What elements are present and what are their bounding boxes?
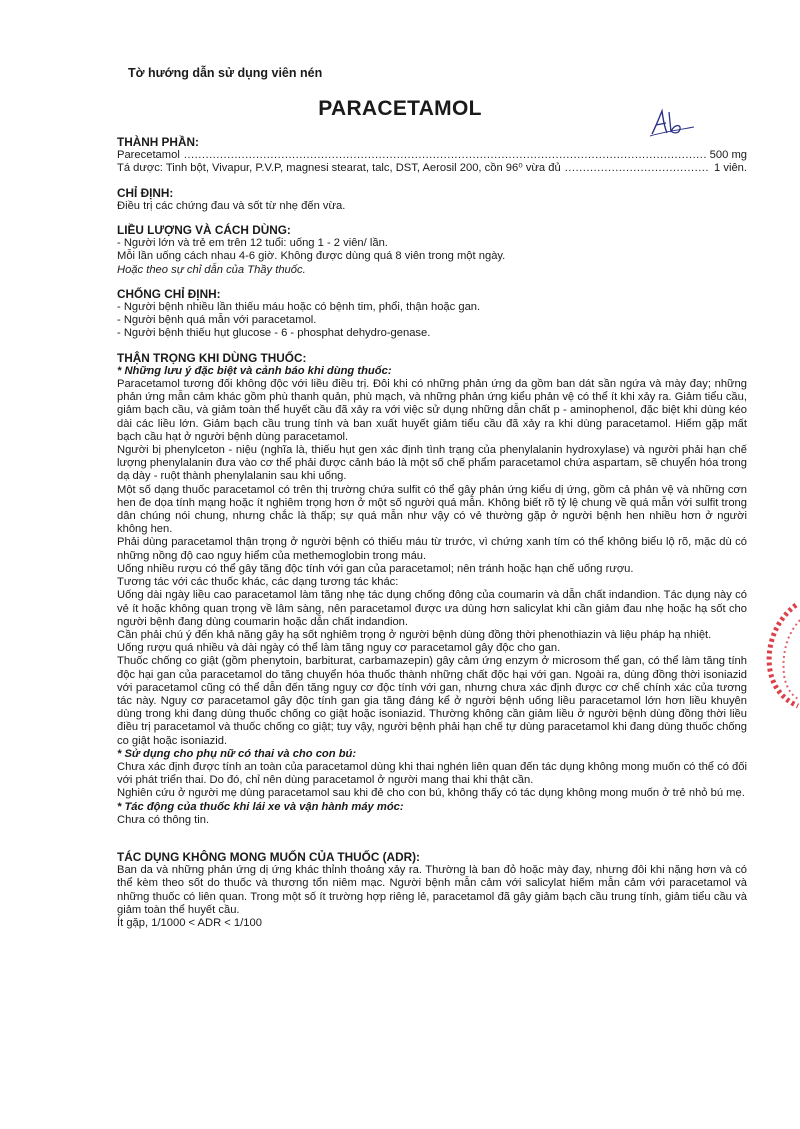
contraindication-section (117, 288, 747, 341)
adr-section (117, 851, 747, 930)
dot-leader (184, 149, 706, 162)
active-ingredient-name: Parecetamol (117, 149, 180, 162)
pregnancy-paragraph: Nghiên cứu ở người mẹ dùng paracetamol sau khi đẻ cho con bú, không thấy có tác dụng không mong muốn ở trẻ nhỏ bú mẹ. (117, 787, 745, 800)
dosage-section (117, 224, 747, 277)
driving-text: Chưa có thông tin. (117, 813, 210, 826)
indication-text: Điều trị các chứng đau và sốt từ nhẹ đến vừa. (117, 199, 346, 212)
warnings-subheading: * Những lưu ý đặc biệt và cảnh báo khi dùng thuốc: (117, 364, 392, 377)
indication-section (117, 187, 747, 213)
contraindication-item: - Người bệnh quá mẫn với paracetamol. (117, 314, 317, 327)
adr-text: Ban da và những phản ứng dị ứng khác thỉnh thoảng xảy ra. Thường là ban đỏ hoặc mày đay, nhưng đôi khi nặng hơn và có thể kèm theo sốt do thuốc và thương tổn niêm mạc. Người bệnh mẫn cảm với salicylat hiếm mẫn cảm với paracetamol và những thuốc có liên quan. Trong một số ít trường hợp riêng lẻ, paracetamol đã gây giảm bạch cầu trung tính, giảm tiểu cầu và giảm toàn thể huyết cầu. (117, 864, 747, 916)
contraindication-item: - Người bệnh thiếu hụt glucose - 6 - phosphat dehydro-genase. (117, 327, 431, 340)
precaution-paragraph: Phải dùng paracetamol thận trọng ở người bệnh có thiếu máu từ trước, vì chứng xanh tím có thể không biểu lộ rõ, mặc dù có những nồng độ cao nguy hiểm của methemoglobin trong máu. (117, 536, 747, 562)
excipient-amount: 1 viên. (714, 162, 747, 175)
dosage-heading: LIỀU LƯỢNG VÀ CÁCH DÙNG: (117, 223, 291, 238)
precautions-section (117, 352, 747, 827)
dot-leader (565, 162, 708, 175)
page-title: PARACETAMOL (318, 97, 482, 120)
adr-frequency: Ít gặp, 1/1000 < ADR < 1/100 (117, 916, 262, 929)
red-stamp-mark (756, 600, 800, 710)
active-ingredient-row (117, 149, 747, 162)
excipient-row (117, 162, 747, 175)
driving-subheading: * Tác động của thuốc khi lái xe và vận hành máy móc: (117, 800, 404, 813)
handwritten-signature (648, 108, 698, 138)
precaution-paragraph: Uống nhiều rượu có thể gây tăng độc tính với gan của paracetamol; nên tránh hoặc hạn chế uống rượu. (117, 562, 634, 575)
dosage-line: - Người lớn và trẻ em trên 12 tuổi: uống 1 - 2 viên/ lần. (117, 237, 388, 250)
precaution-paragraph: Paracetamol tương đối không độc với liều điều trị. Đôi khi có những phản ứng da gồm ban dát sần ngứa và mày đay; những phản ứng mẫn cảm khác gồm phù thanh quản, phù mạch, và những phản ứng kiểu phản vệ có thể ít khi xảy ra. Giảm tiểu cầu, giảm bạch cầu, và giảm toàn thể huyết cầu đã xảy ra với việc sử dụng những dẫn chất p - aminophenol, đặc biệt khi dùng kéo dài các liều lớn. Giảm bạch cầu trung tính và ban xuất huyết giảm tiểu cầu đã xảy ra khi dùng paracetamol. Hiếm gặp mất bạch cầu hạt ở người bệnh dùng paracetamol. (117, 378, 747, 443)
active-ingredient-amount: 500 mg (709, 149, 747, 162)
precaution-paragraph: Tương tác với các thuốc khác, các dạng tương tác khác: (117, 576, 399, 589)
precaution-paragraph: Uống dài ngày liều cao paracetamol làm tăng nhẹ tác dụng chống đông của coumarin và dẫn chất indandion. Tác dụng này có vẻ ít hoặc không quan trọng về lâm sàng, nên paracetamol được ưa dùng hơn salicylat khi cần giảm đau nhẹ hoặc hạ sốt cho người bệnh đang dùng coumarin hoặc dẫn chất indandion. (117, 589, 747, 628)
leaflet-body (117, 136, 747, 930)
composition-heading: THÀNH PHẦN: (117, 135, 199, 149)
precaution-paragraph: Người bị phenylceton - niệu (nghĩa là, thiếu hụt gen xác định tình trạng của phenylalanin hydroxylase) và người phải hạn chế lượng phenylalanin đưa vào cơ thể phải được cảnh báo là một số chế phẩm paracetamol chứa aspartam, sẽ chuyển hóa trong dạ dày - ruột thành phenylalanin sau khi uống. (117, 444, 747, 483)
pregnancy-paragraph: Chưa xác định được tính an toàn của paracetamol dùng khi thai nghén liên quan đến tác dụng không mong muốn có thể có đối với phát triển thai. Do đó, chỉ nên dùng paracetamol ở người mang thai khi thật cần. (117, 760, 747, 787)
composition-section (117, 136, 747, 176)
precaution-paragraph: Cần phải chú ý đến khả năng gây hạ sốt nghiêm trọng ở người bệnh dùng đồng thời phenothiazin và liệu pháp hạ nhiệt. (117, 628, 712, 641)
precautions-heading: THẬN TRỌNG KHI DÙNG THUỐC: (117, 350, 307, 365)
pregnancy-subheading: * Sử dụng cho phụ nữ có thai và cho con bú: (117, 747, 357, 760)
contraindication-item: - Người bệnh nhiều lần thiếu máu hoặc có bệnh tim, phổi, thận hoặc gan. (117, 301, 481, 314)
indication-heading: CHỈ ĐỊNH: (117, 185, 174, 200)
leaflet-header: Tờ hướng dẫn sử dụng viên nén (128, 66, 323, 80)
precaution-paragraph: Một số dạng thuốc paracetamol có trên thị trường chứa sulfit có thể gây phản ứng kiểu dị ứng, gồm cả phản vệ và những cơn hen đe dọa tính mạng hoặc ít nghiêm trọng hơn ở một số người quá mẫn. Không biết rõ tỷ lệ chung về quá mẫn với sulfit trong dân chúng nói chung, nhưng chắc là thấp; sự quá mẫn như vậy có vẻ thường gặp ở người bệnh hen nhiều hơn ở người không hen. (117, 483, 747, 536)
precaution-paragraph: Uống rượu quá nhiều và dài ngày có thể làm tăng nguy cơ paracetamol gây độc cho gan. (117, 642, 561, 655)
adr-heading: TÁC DỤNG KHÔNG MONG MUỐN CỦA THUỐC (ADR): (117, 849, 420, 864)
excipient-list: Tá dược: Tinh bột, Vivapur, P.V.P, magnesi stearat, talc, DST, Aerosil 200, cồn 96⁰ vừa đủ (117, 162, 561, 175)
precaution-paragraph: Thuốc chống co giật (gồm phenytoin, barbiturat, carbamazepin) gây cảm ứng enzym ở microsom thể gan, có thể làm tăng tính độc hại gan của paracetamol do tăng chuyển hóa thuốc thành những chất độc hại với gan. Ngoài ra, dùng đồng thời isoniazid với paracetamol cũng có thể dẫn đến tăng nguy cơ độc tính với gan, nhưng chưa xác định được cơ chế chính xác của tương tác này. Nguy cơ paracetamol gây độc tính gan gia tăng đáng kể ở người bệnh uống liều paracetamol lớn hơn liều khuyên dùng trong khi đang dùng thuốc chống co giật hoặc isoniazid. Thường không cần giảm liều ở người bệnh dùng đồng thời liều điều trị paracetamol và thuốc chống co giật; tuy vậy, người bệnh phải hạn chế tự dùng paracetamol khi đang dùng thuốc chống co giật hoặc isoniazid. (117, 655, 747, 747)
contraindication-heading: CHỐNG CHỈ ĐỊNH: (117, 286, 221, 301)
dosage-line: Mỗi lần uống cách nhau 4-6 giờ. Không được dùng quá 8 viên trong một ngày. (117, 250, 506, 263)
dosage-note: Hoặc theo sự chỉ dẫn của Thầy thuốc. (117, 263, 306, 276)
